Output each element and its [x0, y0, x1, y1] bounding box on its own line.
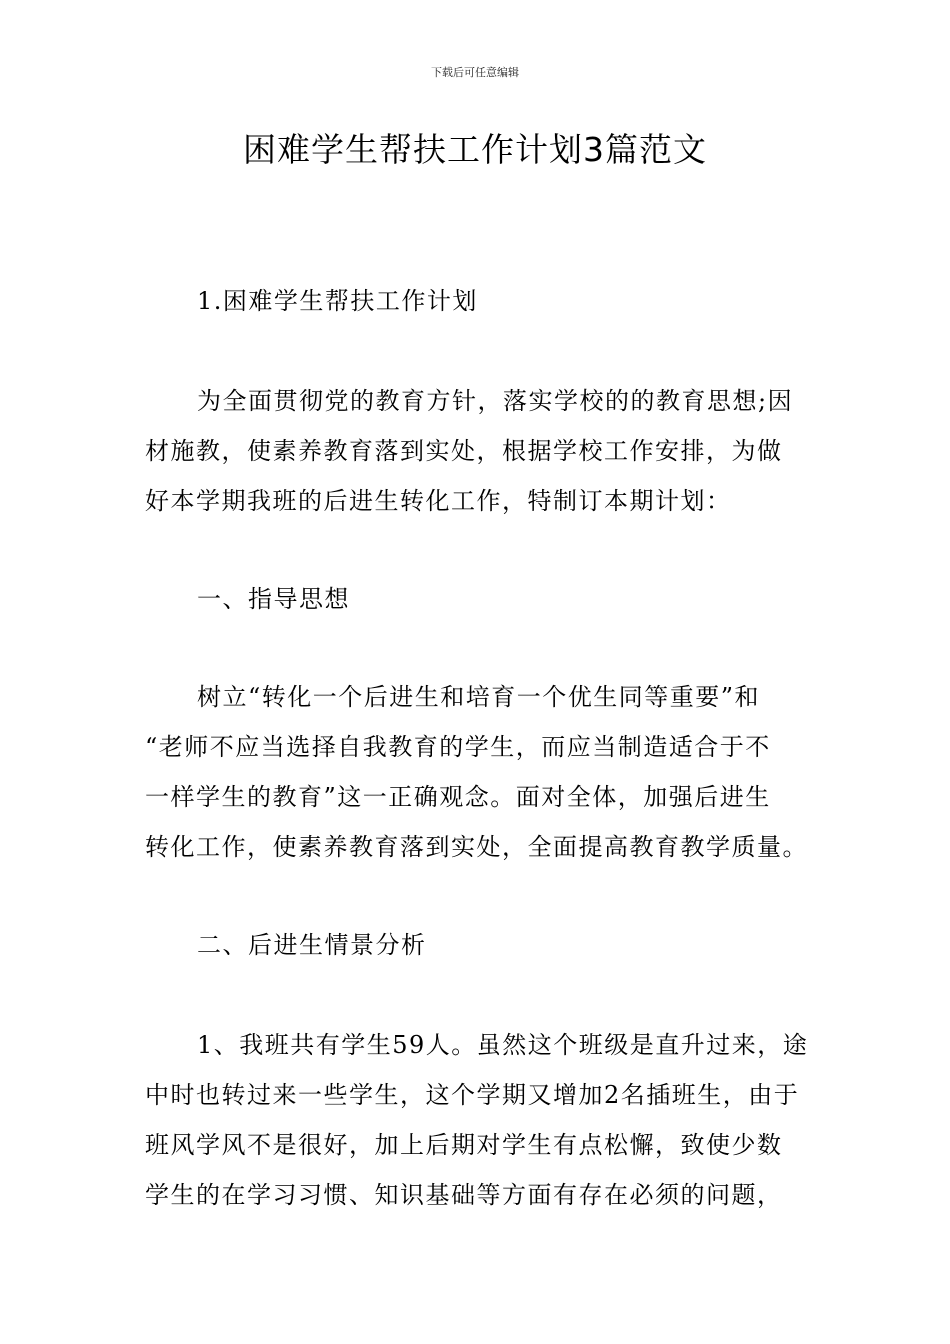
paragraph-line: “老师不应当选择自我教育的学生，而应当制造适合于不 — [145, 733, 771, 761]
paragraph-line: 中时也转过来一些学生，这个学期又增加2名插班生，由于 — [145, 1081, 800, 1109]
heading-situation-analysis-text: 二、后进生情景分析 — [197, 931, 427, 959]
paragraph-line: 树立“转化一个后进生和培育一个优生同等重要”和 — [197, 683, 761, 711]
heading-situation-analysis — [145, 920, 810, 970]
heading-guiding-thought-text: 一、指导思想 — [197, 585, 350, 613]
section-1-heading-text: 1.困难学生帮扶工作计划 — [197, 287, 478, 315]
paragraph-line: 材施教，使素养教育落到实处，根据学校工作安排，为做 — [145, 437, 783, 465]
paragraph-situation-analysis — [145, 1020, 810, 1220]
paragraph-line: 转化工作，使素养教育落到实处，全面提高教育教学质量。 — [145, 833, 808, 861]
paragraph-line: 学生的在学习习惯、知识基础等方面有存在必须的问题， — [145, 1181, 783, 1209]
paragraph-line: 1、我班共有学生59人。虽然这个班级是直升过来，途 — [197, 1031, 809, 1059]
document-title: 困难学生帮扶工作计划3篇范文 — [243, 130, 707, 169]
paragraph-line: 为全面贯彻党的教育方针，落实学校的的教育思想;因 — [197, 387, 794, 415]
paragraph-line: 班风学风不是很好，加上后期对学生有点松懈，致使少数 — [145, 1131, 783, 1159]
paragraph-intro — [145, 376, 810, 526]
paragraph-line: 一样学生的教育”这一正确观念。面对全体，加强后进生 — [145, 783, 771, 811]
paragraph-line: 好本学期我班的后进生转化工作，特制订本期计划： — [145, 487, 732, 515]
header-note: 下载后可任意编辑 — [431, 66, 519, 79]
heading-guiding-thought — [145, 574, 810, 624]
section-1-heading — [145, 276, 810, 326]
paragraph-guiding-thought — [145, 672, 810, 872]
